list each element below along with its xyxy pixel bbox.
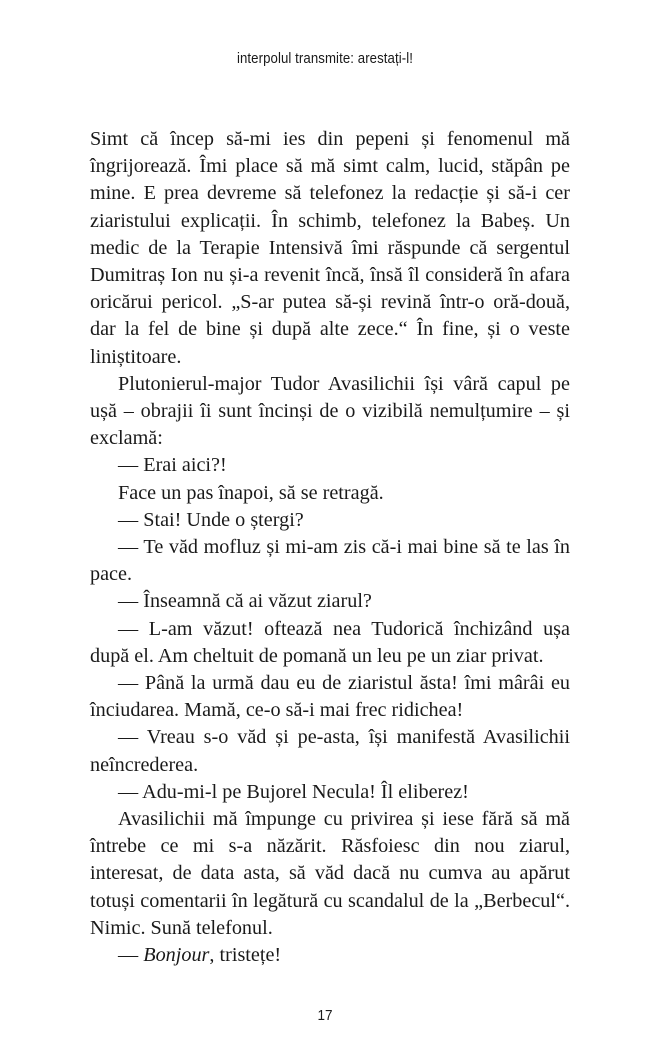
paragraph: — Vreau s-o văd și pe-asta, își manifestă Avasilichii neîncrederea. [90,726,570,776]
running-head: interpolul transmite: arestați-l! [236,50,414,67]
final-line-rest: , tristețe! [209,944,282,967]
paragraph: — L-am văzut! oftează nea Tudorică închizând ușa după el. Am cheltuit de pomană un leu pe un ziar privat. [90,617,570,667]
paragraph: — Înseamnă că ai văzut ziarul? [118,590,372,613]
paragraph: — Adu-mi-l pe Bujorel Necula! Îl eliberez! [118,780,469,803]
dialogue-dash: — [118,944,144,967]
final-paragraph [90,942,570,969]
paragraph: — Până la urmă dau eu de ziaristul ăsta! îmi mârâi eu înciudarea. Mamă, ce-o să-i mai frec ridichea! [90,672,570,722]
paragraph: — Te văd mofluz și mi-am zis că-i mai bine să te las în pace. [90,536,570,586]
paragraph: Face un pas înapoi, să se retragă. [118,481,384,504]
paragraph: — Stai! Unde o ștergi? [118,508,304,531]
body-text [90,126,570,969]
paragraph: Simt că încep să-mi ies din pepeni și fenomenul mă îngrijorează. Îmi place să mă simt calm, lucid, stăpân pe mine. E prea devreme să telefonez la redacție și să-i cer ziaristului explicații. În schimb, telefonez la Babeș. Un medic de la Terapie Intensivă îmi răspunde că sergentul Dumitraș Ion nu și-a revenit încă, însă îl consideră în afara oricărui pericol. „S-ar putea să-și revină într-o oră-două, dar la fel de bine și după alte zece.“ În fine, și o veste liniștitoare. [90,128,570,368]
page-number: 17 [317,1007,333,1024]
paragraph: Avasilichii mă împunge cu privirea și iese fără să mă întrebe ce mi s-a năzărit. Răsfoiesc din nou ziarul, interesat, de data asta, să văd dacă nu cumva au apărut totuși comentarii în legătură cu scandalul de la „Berbecul“. Nimic. Sună telefonul. [90,808,570,939]
paragraph: Plutonierul-major Tudor Avasilichii își vâră capul pe ușă – obrajii îi sunt încinși de o vizibilă nemulțumire – și exclamă: [90,372,570,450]
paragraph: — Erai aici?! [118,454,227,477]
italic-word: Bonjour [143,944,210,967]
